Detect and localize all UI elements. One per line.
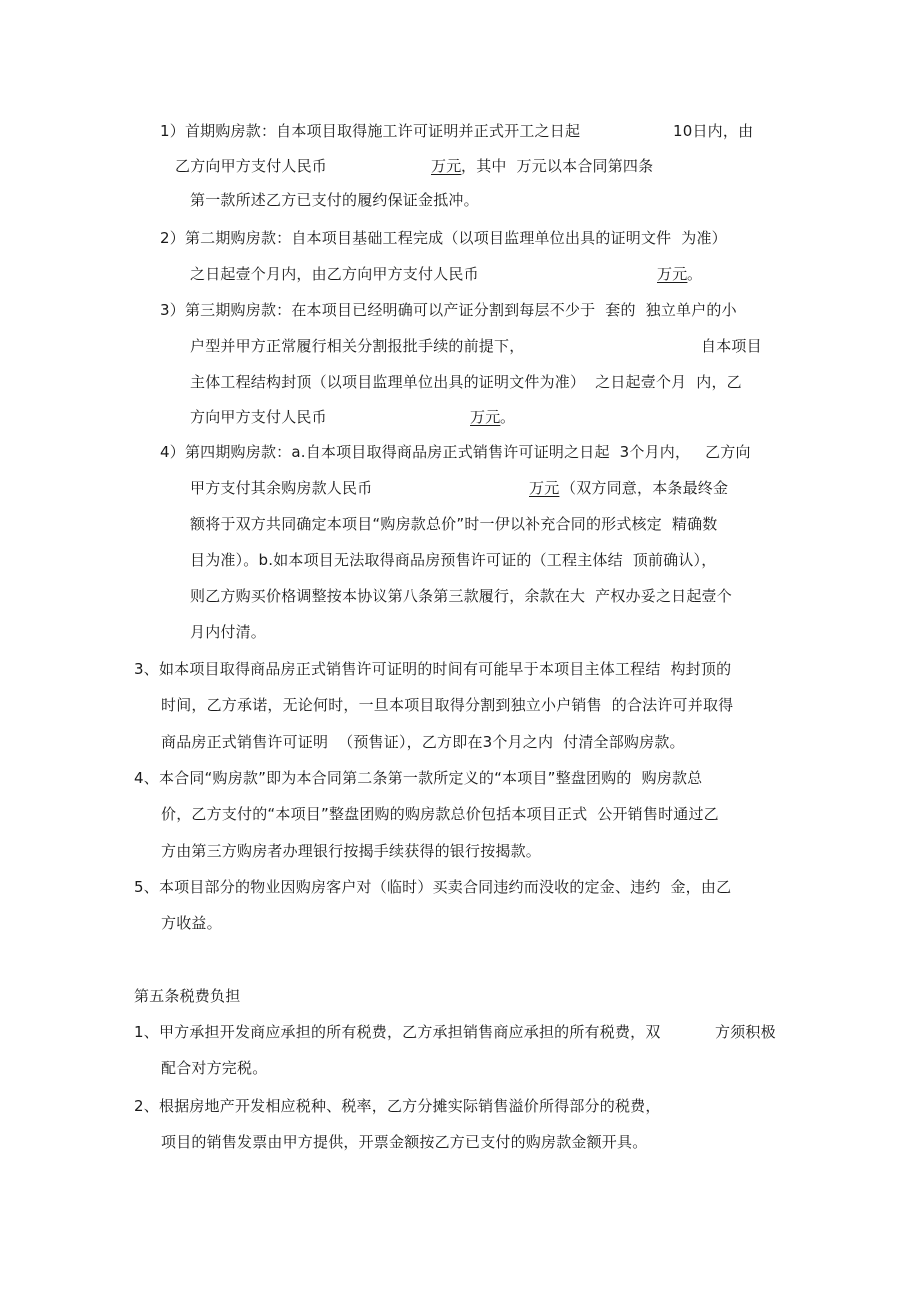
item1-line2: 乙方向甲方支付人民币: [175, 157, 328, 175]
item2-line1: 2）第二期购房款：自本项目基础工程完成（以项目监理单位出具的证明文件 为准）: [160, 229, 727, 247]
item4-line4: 目为准）。b.如本项目无法取得商品房预售许可证的（工程主体结 顶前确认），: [190, 551, 717, 569]
item1-line1-days: 10日内，由: [673, 122, 754, 140]
item4-line1: 4）第四期购房款：a.自本项目取得商品房正式销售许可证明之日起 3个月内， 乙方向: [160, 443, 751, 461]
item4-amount-unit: 万元: [529, 479, 560, 497]
item4-line2-rest: （双方同意，本条最终金: [561, 479, 729, 497]
clause4-line2: 价，乙方支付的“本项目”整盘团购的购房款总价包括本项目正式 公开销售时通过乙: [161, 805, 719, 823]
item3-amount-unit: 万元: [470, 408, 501, 426]
article5-clause1-line2: 配合对方完税。: [161, 1059, 268, 1077]
item2-line2-end: 。: [687, 265, 703, 283]
article5-clause1-line1: 1、甲方承担开发商应承担的所有税费，乙方承担销售商应承担的所有税费，双: [134, 1023, 661, 1041]
item1-amount-unit: 万元: [431, 157, 462, 175]
item1-line3: 第一款所述乙方已支付的履约保证金抵冲。: [190, 191, 479, 209]
item4-line5: 则乙方购买价格调整按本协议第八条第三款履行，余款在大 产权办妥之日起壹个: [190, 587, 732, 605]
item2-amount-unit: 万元: [657, 265, 688, 283]
clause5-line2: 方收益。: [161, 914, 222, 932]
article5-clause1-line1-end: 方须积极: [715, 1023, 776, 1041]
article5-clause2-line1: 2、根据房地产开发相应税种、税率，乙方分摊实际销售溢价所得部分的税费，: [134, 1097, 661, 1115]
clause3-line1: 3、如本项目取得商品房正式销售许可证明的时间有可能早于本项目主体工程结 构封顶的: [134, 660, 732, 678]
item3-line2: 户型并甲方正常履行相关分割报批手续的前提下，: [190, 337, 525, 355]
article5-clause2-line2: 项目的销售发票由甲方提供，开票金额按乙方已支付的购房款金额开具。: [161, 1133, 648, 1151]
item3-line4: 方向甲方支付人民币: [190, 408, 327, 426]
item4-line6: 月内付清。: [190, 623, 267, 641]
item4-line3: 额将于双方共同确定本项目“购房款总价”时一伊以补充合同的形式核定 精确数: [190, 515, 718, 533]
item3-line3: 主体工程结构封顶（以项目监理单位出具的证明文件为准） 之日起壹个月 内，乙: [190, 373, 742, 391]
item3-line4-end: 。: [500, 408, 516, 426]
clause4-line3: 方由第三方购房者办理银行按揭手续获得的银行按揭款。: [161, 842, 542, 860]
clause5-line1: 5、本项目部分的物业因购房客户对（临时）买卖合同违约而没收的定金、违约 金，由乙: [134, 878, 732, 896]
article5-heading: 第五条税费负担: [134, 987, 241, 1005]
clause3-line2: 时间，乙方承诺，无论何时，一旦本项目取得分割到独立小户销售 的合法许可并取得: [161, 696, 734, 714]
clause4-line1: 4、本合同“购房款”即为本合同第二条第一款所定义的“本项目”整盘团购的 购房款总: [134, 769, 703, 787]
item1-line1: 1）首期购房款：自本项目取得施工许可证明并正式开工之日起: [160, 122, 581, 140]
clause3-line3: 商品房正式销售许可证明 （预售证），乙方即在3个月之内 付清全部购房款。: [161, 733, 685, 751]
item1-line2-rest: ，其中 万元以本合同第四条: [461, 157, 654, 175]
item4-line2: 甲方支付其余购房款人民币: [190, 479, 373, 497]
item3-line1: 3）第三期购房款：在本项目已经明确可以产证分割到每层不少于 套的 独立单户的小: [160, 301, 737, 319]
item2-line2: 之日起壹个月内，由乙方向甲方支付人民币: [190, 265, 479, 283]
item3-line2-end: 自本项目: [701, 337, 762, 355]
